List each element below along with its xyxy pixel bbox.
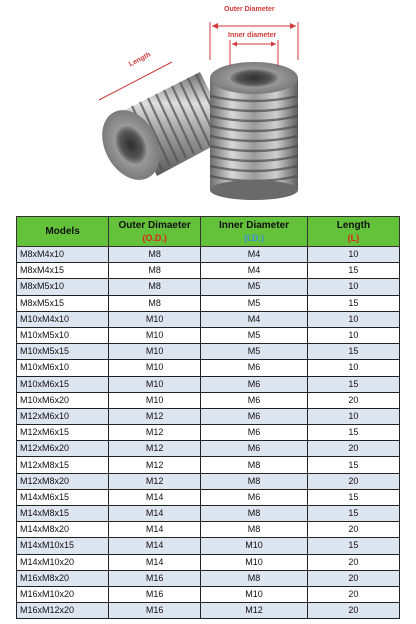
cell-inner-diameter: M4 (201, 247, 308, 263)
cell-outer-diameter: M10 (109, 327, 201, 343)
cell-length: 20 (307, 603, 399, 619)
header-od-sub: (O.D.) (142, 232, 167, 243)
cell-inner-diameter: M8 (201, 457, 308, 473)
cell-inner-diameter: M5 (201, 327, 308, 343)
inner-diameter-label: Inner diameter (228, 32, 277, 39)
cell-outer-diameter: M12 (109, 408, 201, 424)
table-row (17, 506, 400, 522)
cell-inner-diameter: M8 (201, 473, 308, 489)
cell-outer-diameter: M16 (109, 586, 201, 602)
cell-inner-diameter: M6 (201, 376, 308, 392)
cell-length: 15 (307, 489, 399, 505)
cell-length: 10 (307, 279, 399, 295)
cell-model: M12xM6x20 (17, 441, 109, 457)
cell-model: M10xM6x10 (17, 360, 109, 376)
cell-outer-diameter: M12 (109, 473, 201, 489)
cell-length: 20 (307, 473, 399, 489)
cell-inner-diameter: M10 (201, 586, 308, 602)
cell-model: M14xM6x15 (17, 489, 109, 505)
cell-model: M16xM10x20 (17, 586, 109, 602)
cell-model: M14xM10x20 (17, 554, 109, 570)
insert-vertical (210, 62, 298, 200)
cell-inner-diameter: M5 (201, 279, 308, 295)
cell-model: M8xM4x15 (17, 263, 109, 279)
header-length: Length (L) (307, 217, 399, 247)
cell-outer-diameter: M10 (109, 392, 201, 408)
cell-inner-diameter: M6 (201, 360, 308, 376)
cell-outer-diameter: M14 (109, 522, 201, 538)
table-row (17, 603, 400, 619)
cell-outer-diameter: M14 (109, 554, 201, 570)
cell-model: M10xM4x10 (17, 311, 109, 327)
cell-inner-diameter: M12 (201, 603, 308, 619)
cell-inner-diameter: M8 (201, 522, 308, 538)
cell-outer-diameter: M12 (109, 457, 201, 473)
table-row (17, 408, 400, 424)
cell-model: M12xM8x20 (17, 473, 109, 489)
cell-length: 10 (307, 327, 399, 343)
cell-model: M14xM10x15 (17, 538, 109, 554)
table-row (17, 522, 400, 538)
cell-outer-diameter: M12 (109, 441, 201, 457)
table-row (17, 376, 400, 392)
cell-model: M16xM12x20 (17, 603, 109, 619)
cell-length: 20 (307, 441, 399, 457)
table-row (17, 279, 400, 295)
cell-length: 15 (307, 344, 399, 360)
cell-inner-diameter: M10 (201, 554, 308, 570)
cell-length: 15 (307, 295, 399, 311)
cell-length: 15 (307, 263, 399, 279)
cell-inner-diameter: M6 (201, 441, 308, 457)
cell-outer-diameter: M14 (109, 506, 201, 522)
table-row (17, 344, 400, 360)
cell-inner-diameter: M8 (201, 570, 308, 586)
cell-outer-diameter: M10 (109, 376, 201, 392)
cell-length: 10 (307, 360, 399, 376)
table-row (17, 295, 400, 311)
thread-insert-illustration (0, 0, 416, 214)
cell-length: 20 (307, 522, 399, 538)
cell-inner-diameter: M5 (201, 295, 308, 311)
cell-length: 15 (307, 506, 399, 522)
table-row (17, 311, 400, 327)
table-row (17, 570, 400, 586)
cell-length: 15 (307, 425, 399, 441)
cell-outer-diameter: M14 (109, 489, 201, 505)
table-row (17, 489, 400, 505)
cell-length: 10 (307, 247, 399, 263)
table-row (17, 473, 400, 489)
header-models: Models (17, 217, 109, 247)
cell-outer-diameter: M16 (109, 603, 201, 619)
length-label: Length (128, 51, 152, 69)
cell-model: M10xM6x20 (17, 392, 109, 408)
cell-model: M14xM8x20 (17, 522, 109, 538)
table-row (17, 392, 400, 408)
table-row (17, 360, 400, 376)
cell-length: 15 (307, 538, 399, 554)
cell-inner-diameter: M6 (201, 408, 308, 424)
table-header-row (17, 217, 400, 247)
cell-length: 20 (307, 392, 399, 408)
cell-outer-diameter: M10 (109, 360, 201, 376)
cell-length: 20 (307, 586, 399, 602)
cell-inner-diameter: M4 (201, 263, 308, 279)
table-row (17, 538, 400, 554)
cell-inner-diameter: M6 (201, 425, 308, 441)
table-row (17, 263, 400, 279)
cell-model: M10xM5x15 (17, 344, 109, 360)
table-row (17, 554, 400, 570)
cell-inner-diameter: M4 (201, 311, 308, 327)
cell-inner-diameter: M6 (201, 392, 308, 408)
cell-outer-diameter: M12 (109, 425, 201, 441)
cell-length: 15 (307, 457, 399, 473)
table-row (17, 327, 400, 343)
header-outer-diameter: Outer Dimaeter (O.D.) (109, 217, 201, 247)
spec-table-container (16, 216, 400, 619)
header-id-sub: (I.D.) (244, 232, 265, 243)
outer-diameter-label: Outer Diameter (224, 6, 275, 13)
cell-length: 20 (307, 570, 399, 586)
cell-model: M12xM6x10 (17, 408, 109, 424)
table-body (17, 247, 400, 619)
cell-model: M14xM8x15 (17, 506, 109, 522)
table-row (17, 441, 400, 457)
product-image (0, 0, 416, 214)
cell-model: M8xM5x10 (17, 279, 109, 295)
cell-inner-diameter: M5 (201, 344, 308, 360)
cell-outer-diameter: M10 (109, 311, 201, 327)
cell-outer-diameter: M8 (109, 295, 201, 311)
cell-model: M10xM5x10 (17, 327, 109, 343)
cell-length: 20 (307, 554, 399, 570)
cell-length: 10 (307, 408, 399, 424)
cell-length: 15 (307, 376, 399, 392)
cell-model: M12xM6x15 (17, 425, 109, 441)
cell-outer-diameter: M10 (109, 344, 201, 360)
cell-model: M12xM8x15 (17, 457, 109, 473)
cell-outer-diameter: M8 (109, 247, 201, 263)
header-l-sub: (L) (347, 232, 360, 243)
cell-outer-diameter: M16 (109, 570, 201, 586)
cell-outer-diameter: M8 (109, 263, 201, 279)
table-row (17, 247, 400, 263)
spec-table (16, 216, 400, 619)
header-inner-diameter: Inner Diameter (I.D.) (201, 217, 308, 247)
cell-model: M10xM6x15 (17, 376, 109, 392)
cell-outer-diameter: M14 (109, 538, 201, 554)
table-row (17, 425, 400, 441)
cell-inner-diameter: M8 (201, 506, 308, 522)
cell-outer-diameter: M8 (109, 279, 201, 295)
cell-model: M16xM8x20 (17, 570, 109, 586)
cell-inner-diameter: M6 (201, 489, 308, 505)
cell-model: M8xM5x15 (17, 295, 109, 311)
cell-model: M8xM4x10 (17, 247, 109, 263)
table-row (17, 586, 400, 602)
cell-inner-diameter: M10 (201, 538, 308, 554)
cell-length: 10 (307, 311, 399, 327)
table-row (17, 457, 400, 473)
